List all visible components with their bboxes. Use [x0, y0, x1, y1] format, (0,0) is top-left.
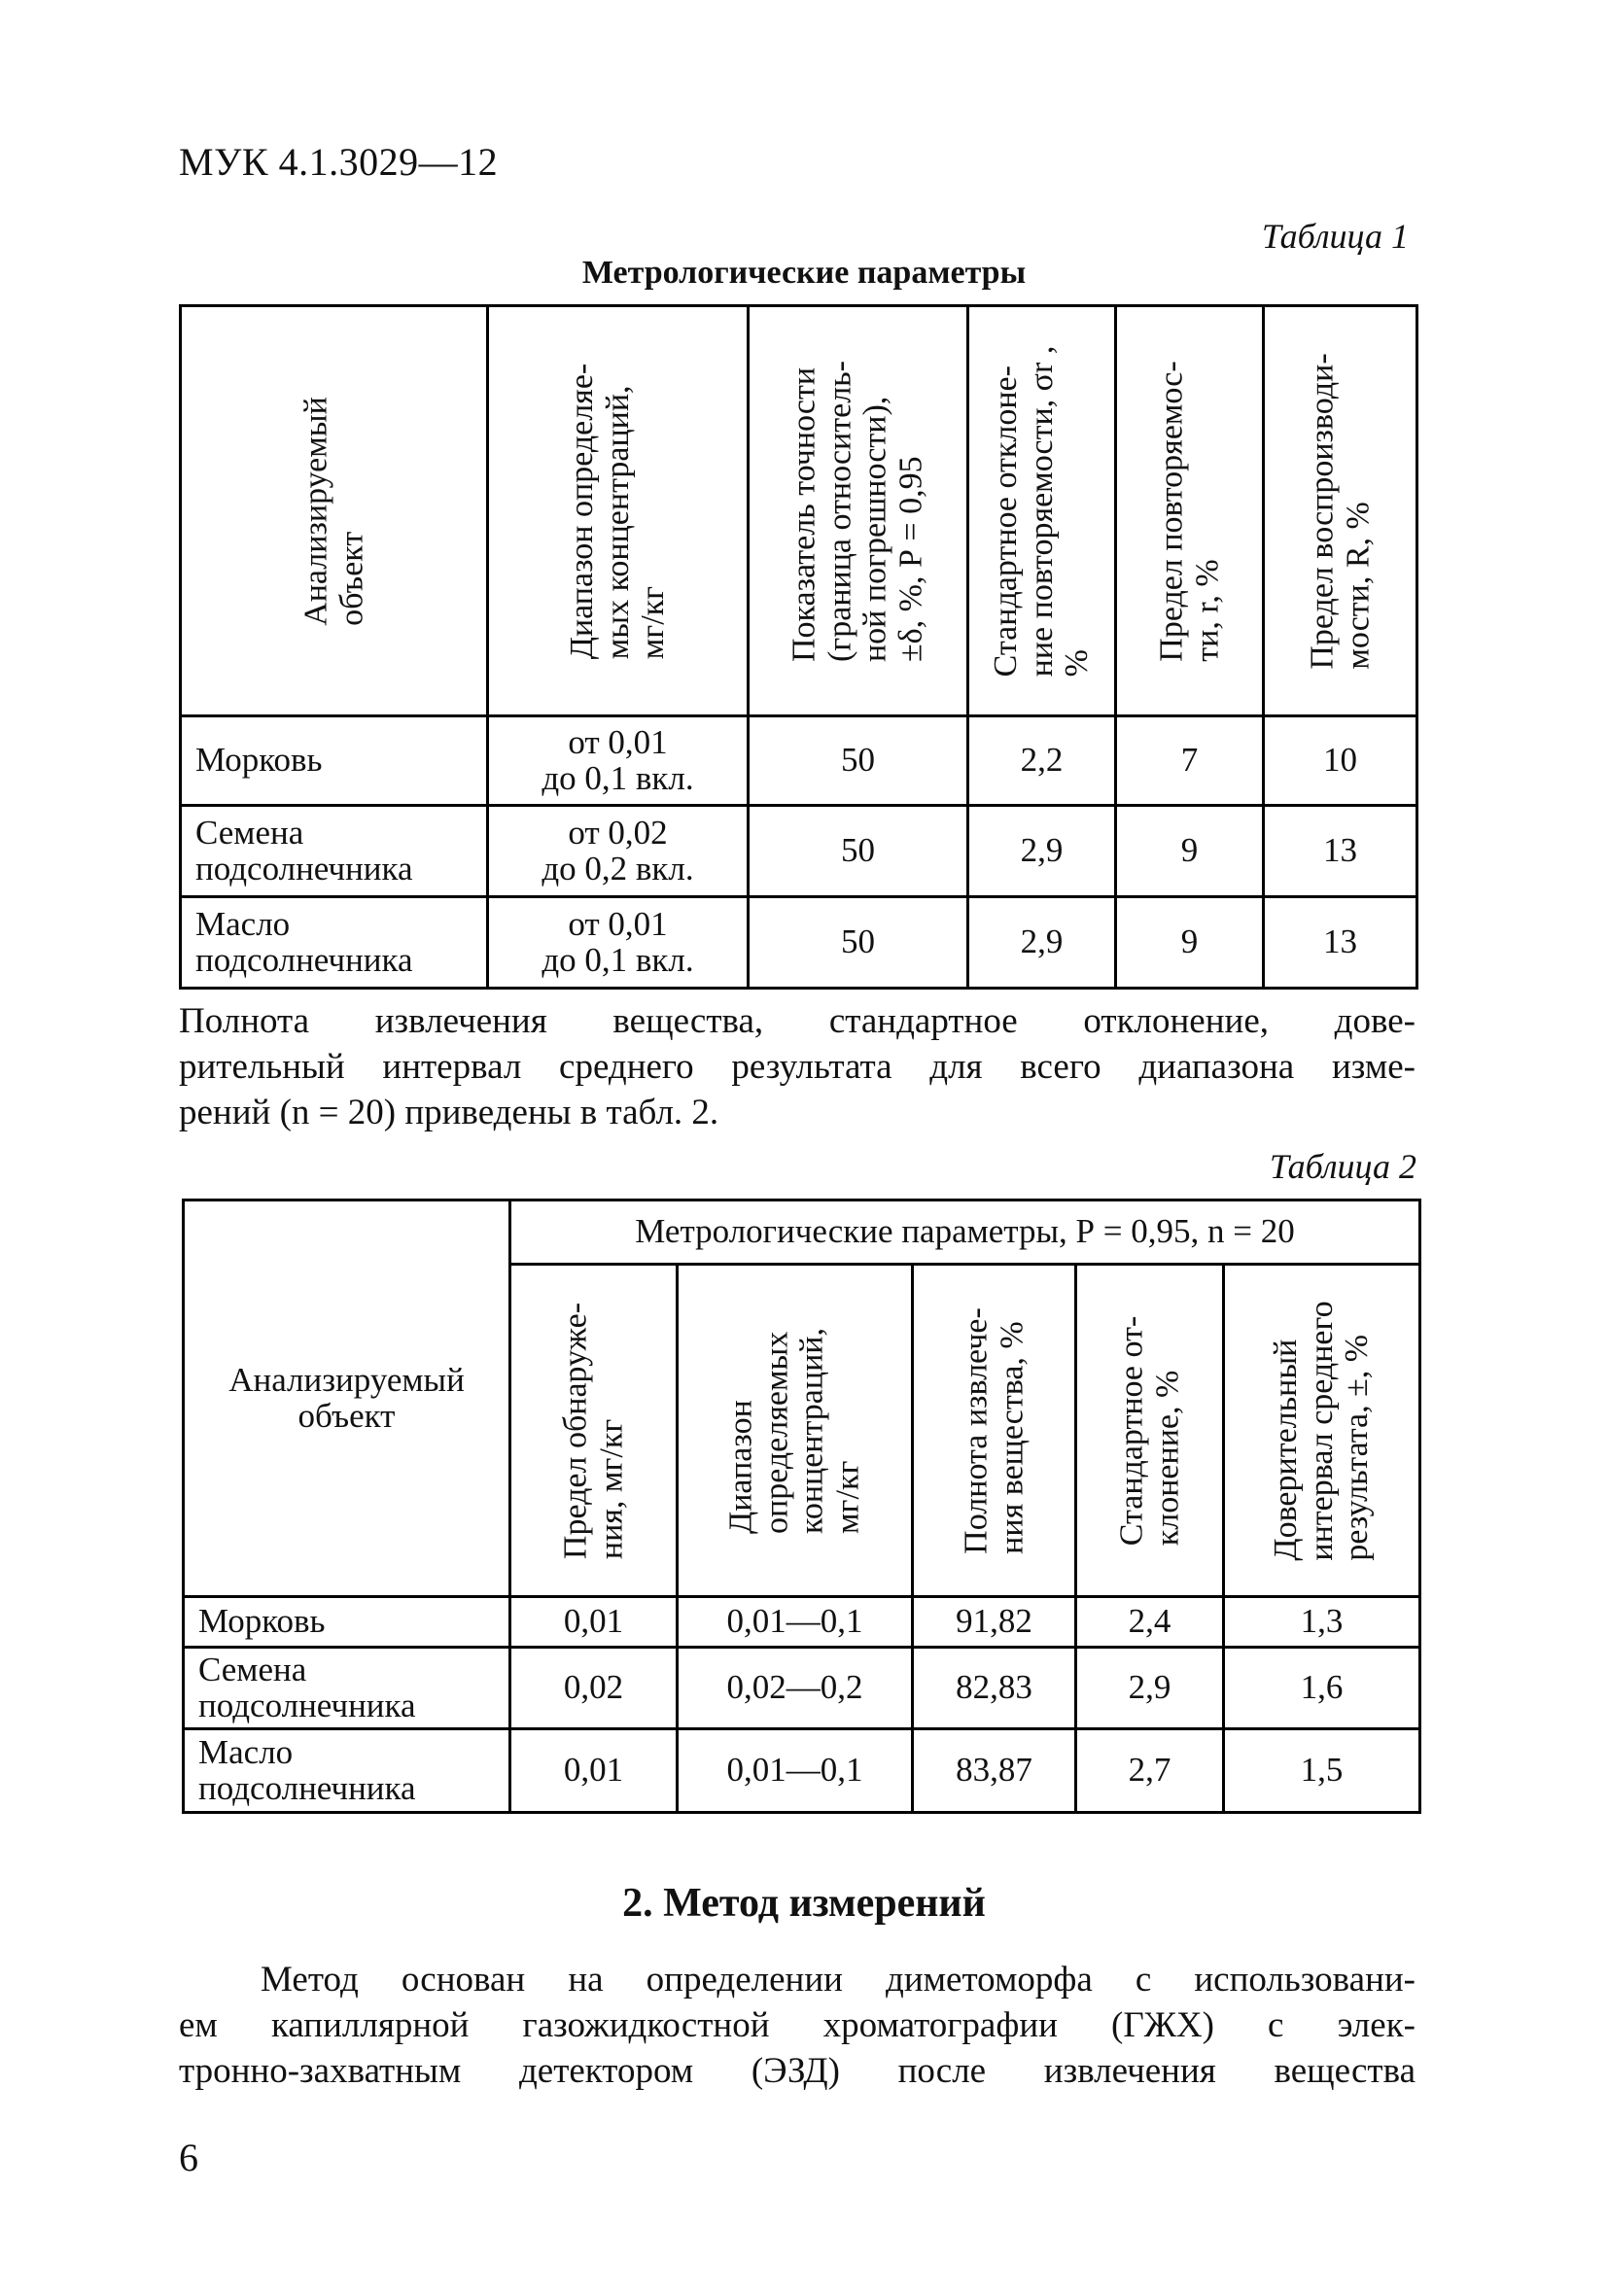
table2-group-header: Метрологические параметры, Р = 0,95, n = 20 — [510, 1200, 1420, 1265]
ci-cell: 1,5 — [1224, 1729, 1420, 1813]
range-cell — [488, 806, 749, 897]
sd-cell: 2,4 — [1076, 1597, 1224, 1648]
lod-cell: 0,01 — [510, 1597, 678, 1648]
table1-row — [181, 897, 1417, 989]
object-name: Семена — [195, 813, 304, 852]
table2-row — [184, 1729, 1420, 1813]
accuracy-cell: 50 — [749, 806, 968, 897]
paragraph-line: Полнота извлечения вещества, стандартное отклонение, дове- — [179, 1001, 1416, 1041]
table1-title: Метрологические параметры — [581, 255, 1027, 291]
object-cell — [184, 1648, 510, 1729]
range-from: от 0,01 — [568, 904, 668, 943]
table1-header-row — [181, 306, 1417, 716]
reproducibility-cell: 10 — [1264, 716, 1417, 806]
paragraph-line: рений (n = 20) приведены в табл. 2. — [179, 1093, 719, 1132]
object-cell — [181, 897, 488, 989]
range-cell — [488, 716, 749, 806]
table1-header-text: Анализируемый объект — [297, 396, 369, 626]
table1-row — [181, 716, 1417, 806]
range-cell: 0,01—0,1 — [678, 1597, 913, 1648]
table2-header-text: Стандартное от- клонение, % — [1112, 1315, 1185, 1546]
table2-header-cell — [1076, 1265, 1224, 1597]
section-heading: 2. Метод измерений — [622, 1881, 986, 1926]
table1-header-text: Предел воспроизводи- мости, R, % — [1303, 352, 1376, 670]
table1-header-text: Предел повторяемос- ти, r, % — [1152, 360, 1225, 662]
repeatability-cell: 9 — [1116, 897, 1264, 989]
sd-cell: 2,2 — [968, 716, 1116, 806]
table2-row — [184, 1648, 1420, 1729]
object-name-line2: подсолнечника — [195, 940, 413, 979]
table1-header-cell — [1264, 306, 1417, 716]
ci-cell: 1,3 — [1224, 1597, 1420, 1648]
lod-cell: 0,01 — [510, 1729, 678, 1813]
object-header-line: Анализируемый — [228, 1360, 465, 1399]
accuracy-cell: 50 — [749, 716, 968, 806]
table2-header-cell — [1224, 1265, 1420, 1597]
object-name: Морковь — [195, 741, 323, 780]
paragraph-line: тронно-захватным детектором (ЭЗД) после извлечения вещества — [179, 2051, 1416, 2091]
object-cell — [184, 1597, 510, 1648]
lod-cell: 0,02 — [510, 1648, 678, 1729]
sd-cell: 2,7 — [1076, 1729, 1224, 1813]
object-cell — [181, 806, 488, 897]
recovery-cell: 91,82 — [913, 1597, 1076, 1648]
sd-cell: 2,9 — [968, 806, 1116, 897]
paragraph-line: Метод основан на определении диметоморфа с использовани- — [261, 1960, 1416, 2000]
object-name: Масло — [198, 1732, 294, 1771]
sd-cell: 2,9 — [1076, 1648, 1224, 1729]
table1-caption: Таблица 1 — [1261, 217, 1409, 256]
range-cell — [488, 897, 749, 989]
paragraph-table2-intro — [179, 998, 1416, 1135]
object-cell — [184, 1729, 510, 1813]
range-cell: 0,01—0,1 — [678, 1729, 913, 1813]
reproducibility-cell: 13 — [1264, 806, 1417, 897]
object-name: Масло — [195, 904, 291, 943]
table2-header-cell — [913, 1265, 1076, 1597]
sd-cell: 2,9 — [968, 897, 1116, 989]
table2-caption: Таблица 2 — [1269, 1147, 1416, 1186]
range-cell: 0,02—0,2 — [678, 1648, 913, 1729]
recovery-cell: 83,87 — [913, 1729, 1076, 1813]
table2-header-text: Доверительный интервал среднего результата, ±, % — [1267, 1300, 1375, 1561]
table2-header-text: Диапазон определяемых концентраций, мг/кг — [722, 1327, 866, 1534]
range-to: до 0,2 вкл. — [542, 849, 694, 887]
object-name-line2: подсолнечника — [195, 849, 413, 887]
metrology-table-1 — [179, 304, 1418, 990]
ci-cell: 1,6 — [1224, 1648, 1420, 1729]
accuracy-cell: 50 — [749, 897, 968, 989]
table2-group-header-row — [184, 1200, 1420, 1265]
range-from: от 0,01 — [568, 722, 668, 761]
object-cell — [181, 716, 488, 806]
object-name: Семена — [198, 1650, 307, 1688]
object-name-line2: подсолнечника — [198, 1768, 416, 1807]
paragraph-line: ем капиллярной газожидкостной хроматографии (ГЖХ) с элек- — [179, 2005, 1416, 2045]
table2-header-text: Предел обнаруже- ния, мг/кг — [556, 1302, 629, 1559]
table1-header-cell — [181, 306, 488, 716]
table1-header-text: Показатель точности (граница относитель- ной погрешности), ±δ, %, Р = 0,95 — [786, 360, 929, 662]
range-from: от 0,02 — [568, 813, 668, 852]
document-code: МУК 4.1.3029—12 — [179, 140, 499, 184]
metrology-table-2 — [182, 1199, 1421, 1814]
table1-header-cell — [488, 306, 749, 716]
reproducibility-cell: 13 — [1264, 897, 1417, 989]
table2-header-text: Полнота извлече- ния вещества, % — [957, 1306, 1030, 1554]
table1-row — [181, 806, 1417, 897]
range-to: до 0,1 вкл. — [542, 758, 694, 797]
table2-row — [184, 1597, 1420, 1648]
paragraph-line: рительный интервал среднего результата для всего диапазона изме- — [179, 1047, 1416, 1087]
table1-header-text: Стандартное отклоне- ние повторяемости, σr , % — [987, 345, 1095, 677]
object-name: Морковь — [198, 1602, 326, 1641]
table1-header-cell — [968, 306, 1116, 716]
repeatability-cell: 7 — [1116, 716, 1264, 806]
table2-header-cell — [510, 1265, 678, 1597]
table1-header-text: Диапазон определяе- мых концентраций, мг/кг — [563, 363, 671, 659]
table1-header-cell — [1116, 306, 1264, 716]
range-to: до 0,1 вкл. — [542, 940, 694, 979]
object-name-line2: подсолнечника — [198, 1686, 416, 1724]
page-number: 6 — [179, 2136, 198, 2179]
repeatability-cell: 9 — [1116, 806, 1264, 897]
object-header-line: объект — [297, 1396, 396, 1435]
table2-header-cell — [678, 1265, 913, 1597]
table2-object-header — [184, 1200, 510, 1597]
table1-header-cell — [749, 306, 968, 716]
paragraph-method — [179, 1957, 1416, 2094]
recovery-cell: 82,83 — [913, 1648, 1076, 1729]
